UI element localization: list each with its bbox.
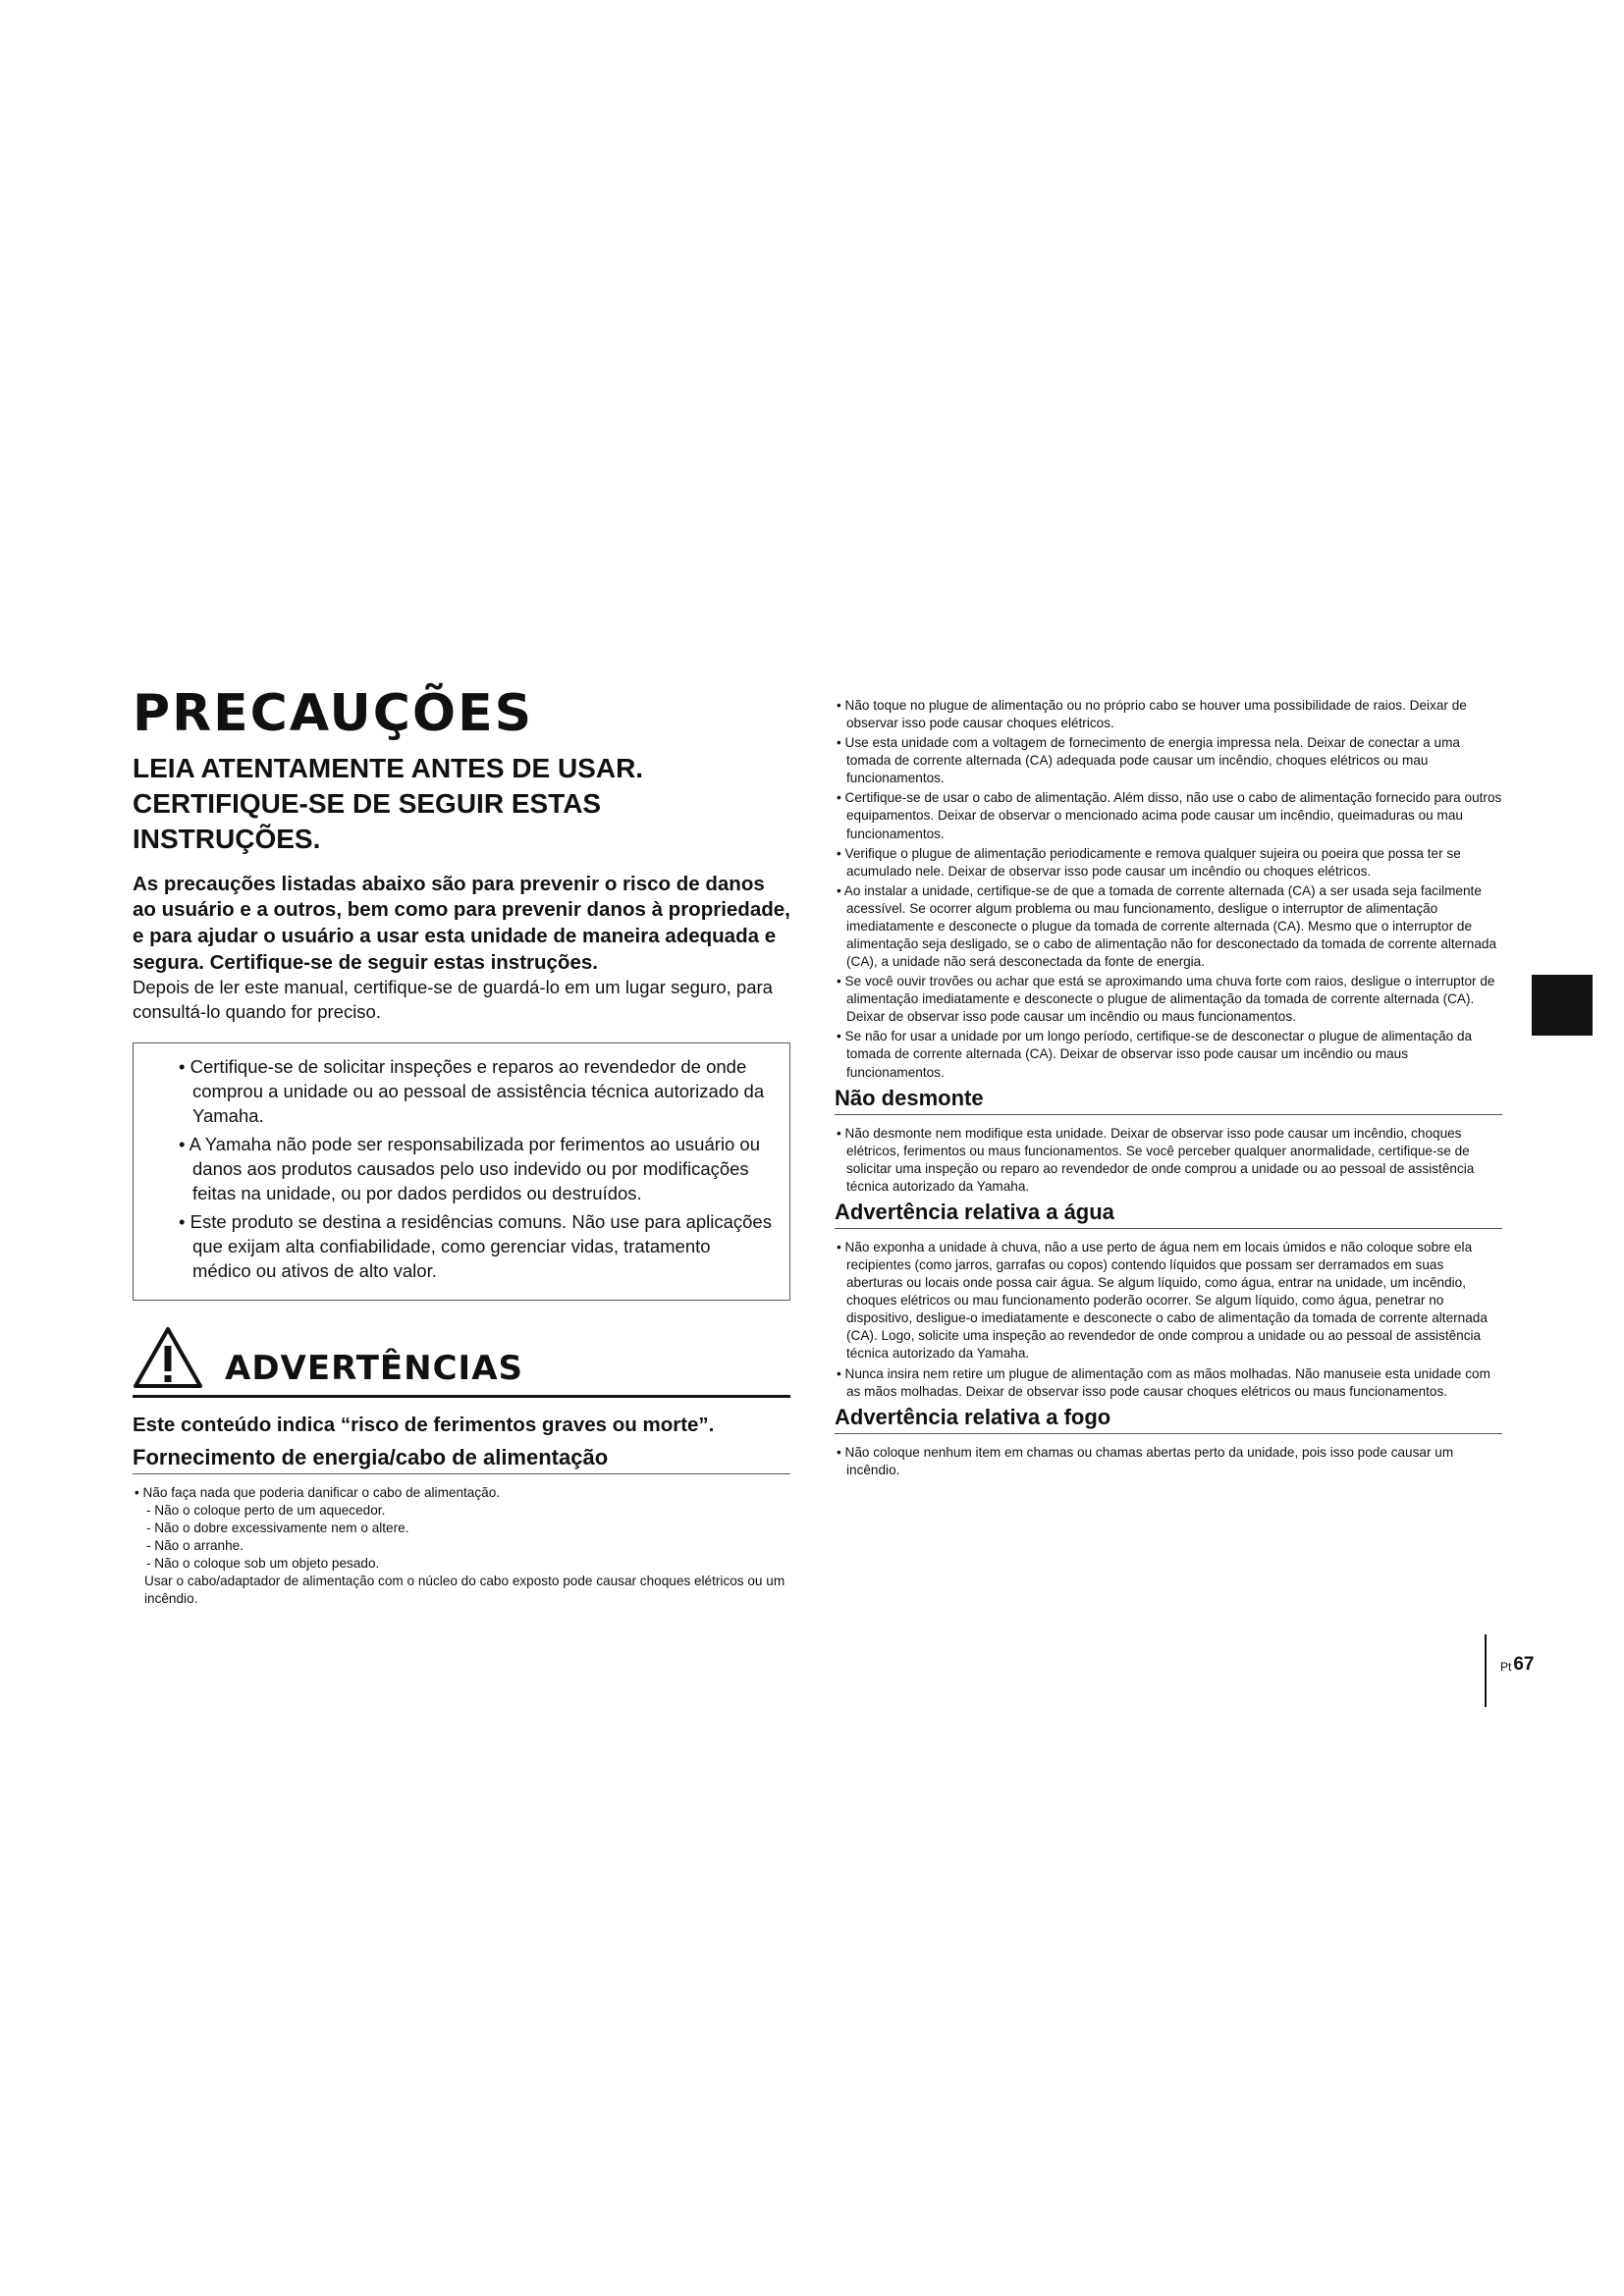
intro-bold-text: As precauções listadas abaixo são para prevenir o risco de danos ao usuário e a outros, bem como para prevenir danos à propriedade, e para ajudar o usuário a usar esta unidade de maneira adequada e segura. Certifique-se de seguir estas instruções. [133, 872, 790, 974]
power-item: • Use esta unidade com a voltagem de fornecimento de energia impressa nela. Deixar de conectar a uma tomada de corrente alternada (CA) adequada pode causar um incêndio, choques elétricos ou mau funcionamentos. [837, 735, 1460, 786]
language-tab-marker [1532, 975, 1593, 1036]
power-subitem: - Não o coloque perto de um aquecedor. [146, 1503, 386, 1519]
warning-title: ADVERTÊNCIAS [225, 1348, 524, 1388]
water-item: • Não exponha a unidade à chuva, não a use perto de água nem em locais úmidos e não coloque sobre ela recipientes (como jarros, garrafas ou copos) contendo líquidos que possam ser derramados em suas aberturas ou locais onde possa cair água. Se algum líquido, como água, entrar na unidade, um incêndio, choques elétricos ou mau funcionamento poderão ocorrer. Se algum líquido, como água, penetrar no dispositivo, desligue-o imediatamente e desconecte o cabo de alimentação da tomada de corrente alternada (CA). Logo, solicite uma inspeção ao revendedor de onde comprou a unidade ou ao pessoal de assistência técnica autorizado da Yamaha. [837, 1239, 1488, 1362]
power-item: • Se você ouvir trovões ou achar que está se aproximando uma chuva forte com raios, desligue o interruptor de alimentação imediatamente e desconecte o plugue de alimentação da tomada de corrente alternada (CA). Deixar de observar isso pode causar um incêndio ou maus funcionamentos. [837, 974, 1495, 1025]
power-item: • Ao instalar a unidade, certifique-se de que a tomada de corrente alternada (CA) a ser usada seja facilmente acessível. Se ocorrer algum problema ou mau funcionamento, desligue o interruptor de alimentação imediatamente e desconecte o plugue da tomada de corrente alternada (CA). Mesmo que o interruptor de alimentação seja desligado, se o cabo de alimentação não for desconectado da tomada de corrente alternada (CA), a unidade não será desconectada da fonte de energia. [837, 882, 1497, 970]
power-list-right [835, 697, 1502, 1082]
section-heading-water: Advertência relativa a água [835, 1200, 1502, 1229]
page-number-value: 67 [1513, 1654, 1535, 1675]
intro-text: Depois de ler este manual, certifique-se de guardá-lo em um lugar seguro, para consultá-lo quando for preciso. [133, 977, 773, 1023]
notice-box [133, 1042, 790, 1301]
power-subitem: - Não o arranhe. [146, 1538, 244, 1554]
power-item: • Se não for usar a unidade por um longo período, certifique-se de desconectar o plugue de alimentação da tomada de corrente alternada (CA). Deixar de observar isso pode causar um incêndio ou maus funcionamentos. [837, 1029, 1473, 1080]
power-item: • Certifique-se de usar o cabo de alimentação. Além disso, não use o cabo de alimentação fornecido para outros equipamentos. Deixar de observar o mencionado acima pode causar um incêndio, queimaduras ou mau funcionamentos. [837, 790, 1502, 841]
power-list-left [133, 1484, 790, 1609]
power-subitem: - Não o coloque sob um objeto pesado. [146, 1556, 380, 1572]
section-heading-disassemble: Não desmonte [835, 1086, 1502, 1115]
left-column [133, 684, 790, 1609]
water-item: • Nunca insira nem retire um plugue de alimentação com as mãos molhadas. Não manuseie esta unidade com as mãos molhadas. Deixar de observar isso pode causar choques elétricos ou maus funcionamentos. [837, 1365, 1490, 1399]
notice-item: • A Yamaha não pode ser responsabilizada por ferimentos ao usuário ou danos aos produtos causados pelo uso indevido ou por modificações feitas na unidade, ou por dados perdidos ou destruídos. [179, 1134, 761, 1204]
page-number [1485, 1634, 1534, 1707]
power-subitem: - Não o dobre excessivamente nem o altere. [146, 1521, 409, 1536]
power-lead-item: • Não faça nada que poderia danificar o cabo de alimentação. [135, 1484, 501, 1500]
disassemble-list [835, 1125, 1502, 1196]
warning-note: Este conteúdo indica “risco de ferimentos graves ou morte”. [133, 1413, 715, 1436]
page-language: Pt [1500, 1660, 1512, 1674]
power-item: • Não toque no plugue de alimentação ou no próprio cabo se houver uma possibilidade de raios. Deixar de observar isso pode causar choques elétricos. [837, 698, 1467, 731]
warning-header [133, 1326, 790, 1398]
warning-triangle-icon [133, 1326, 203, 1389]
notice-item: • Certifique-se de solicitar inspeções e reparos ao revendedor de onde comprou a unidade ou ao pessoal de assistência técnica autorizado da Yamaha. [179, 1056, 765, 1127]
power-tail-text: Usar o cabo/adaptador de alimentação com o núcleo do cabo exposto pode causar choques elétricos ou um incêndio. [144, 1574, 785, 1607]
section-heading-fire: Advertência relativa a fogo [835, 1405, 1502, 1434]
water-list [835, 1239, 1502, 1401]
disassemble-item: • Não desmonte nem modifique esta unidade. Deixar de observar isso pode causar um incêndio, choques elétricos, ferimentos ou maus funcionamentos. Se você perceber qualquer anormalidade, certifique-se de solicitar uma inspeção ou reparo ao revendedor de onde comprou a unidade ou ao pessoal de assistência técnica autorizado da Yamaha. [837, 1125, 1475, 1194]
page-subtitle: LEIA ATENTAMENTE ANTES DE USAR. CERTIFIQUE-SE DE SEGUIR ESTAS INSTRUÇÕES. [133, 752, 644, 855]
notice-item: • Este produto se destina a residências comuns. Não use para aplicações que exijam alta confiabilidade, como gerenciar vidas, tratamento médico ou ativos de alto valor. [179, 1211, 772, 1282]
section-heading-power: Fornecimento de energia/cabo de alimentação [133, 1445, 790, 1474]
power-item: • Verifique o plugue de alimentação periodicamente e remova qualquer sujeira ou poeira que possa ter se acumulado nele. Deixar de observar isso pode causar um incêndio ou choques elétricos. [837, 845, 1461, 879]
right-column [835, 697, 1502, 1483]
fire-item: • Não coloque nenhum item em chamas ou chamas abertas perto da unidade, pois isso pode causar um incêndio. [837, 1444, 1454, 1477]
page-title: PRECAUÇÕES [133, 684, 534, 743]
fire-list [835, 1444, 1502, 1479]
power-subitems [133, 1502, 790, 1573]
